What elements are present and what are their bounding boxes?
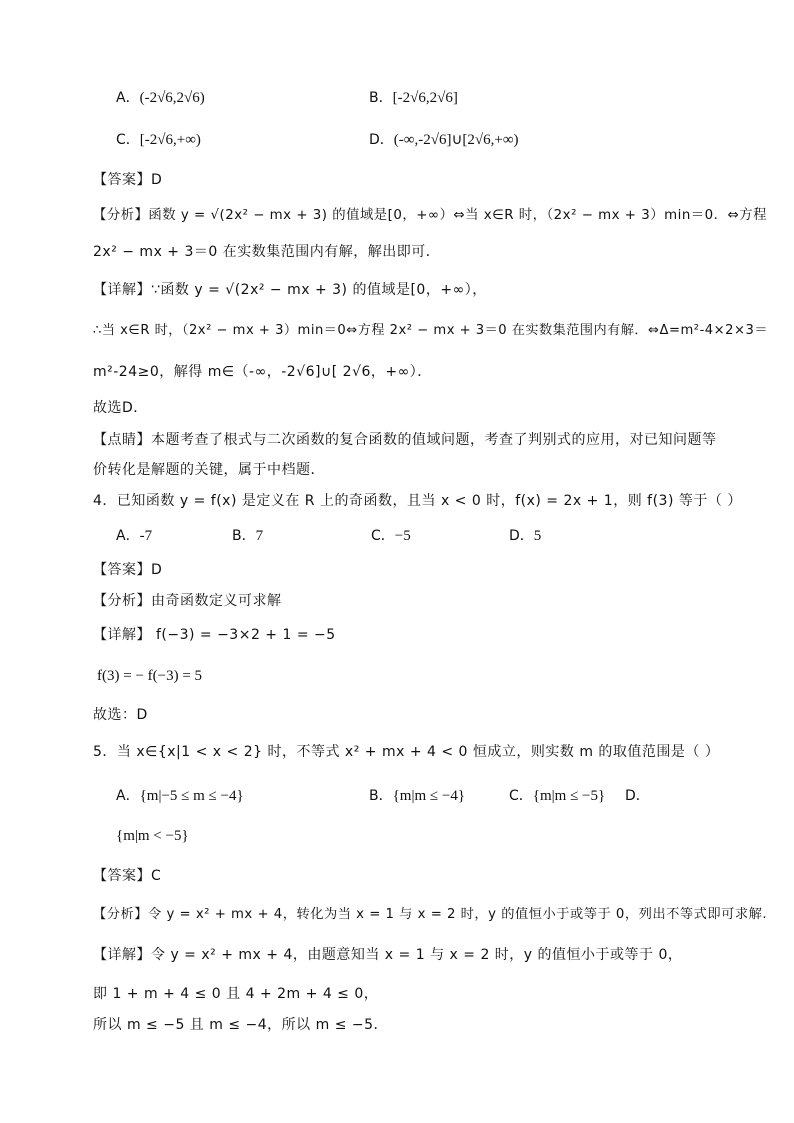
option-label: A． — [116, 90, 140, 106]
option-label: D． — [509, 528, 534, 544]
option-value: [-2√6,+∞) — [139, 132, 201, 148]
option-value: -7 — [139, 528, 153, 544]
option-value: {m|m ≤ −5} — [532, 788, 606, 804]
q3-comment-line-2: 价转化是解题的关键，属于中档题． — [93, 462, 325, 478]
option-label: C． — [371, 528, 395, 544]
q5-option-d-value — [116, 826, 189, 846]
option-label: B． — [232, 528, 256, 544]
option-value: {m|m < −5} — [116, 828, 189, 844]
q3-comment-line-1: 【点睛】本题考查了根式与二次函数的复合函数的值域问题，考查了判别式的应用，对已知问题等 — [93, 432, 717, 448]
q4-option-a — [116, 526, 152, 546]
option-label: D． — [625, 788, 650, 804]
q4-detail-line-2: f(3) = − f(−3) = 5 — [97, 668, 203, 684]
q5-option-b — [369, 786, 465, 806]
option-label: C． — [509, 788, 533, 804]
option-label: D． — [369, 132, 394, 148]
option-value: (-∞,-2√6]∪[2√6,+∞) — [393, 132, 519, 148]
q3-analysis-line-2: 2x² − mx + 3＝0 在实数集范围内有解，解出即可． — [93, 244, 441, 260]
q3-choose: 故选D． — [93, 400, 148, 416]
q3-detail-line-1: 【详解】∵函数 y = √(2x² − mx + 3) 的值域是[0，+∞）， — [93, 282, 487, 298]
option-value: {m|m ≤ −4} — [392, 788, 466, 804]
option-label: A． — [116, 788, 140, 804]
q3-answer: 【答案】D — [93, 172, 163, 188]
q4-answer: 【答案】D — [93, 562, 163, 578]
q4-option-c — [371, 526, 411, 546]
q3-option-c — [116, 130, 201, 150]
option-value: (-2√6,2√6) — [139, 90, 205, 106]
q4-detail-line-1: 【详解】 f(−3) = −3×2 + 1 = −5 — [93, 627, 336, 643]
option-label: C． — [116, 132, 140, 148]
q5-answer: 【答案】C — [93, 868, 162, 884]
q4-choose: 故选：D — [93, 707, 148, 723]
q5-analysis: 【分析】令 y = x² + mx + 4，转化为当 x = 1 与 x = 2 时，y 的值恒小于或等于 0，列出不等式即可求解. — [93, 907, 768, 922]
q5-option-c — [509, 786, 605, 806]
q3-option-a — [116, 88, 205, 108]
q4-stem: 4．已知函数 y = f(x) 是定义在 R 上的奇函数，且当 x < 0 时，f(x) = 2x + 1，则 f(3) 等于（ ） — [93, 493, 742, 509]
q5-detail-line-1: 【详解】令 y = x² + mx + 4，由题意知当 x = 1 与 x = 2 时，y 的值恒小于或等于 0， — [93, 947, 683, 963]
option-value: 7 — [255, 528, 264, 544]
q5-option-d-label — [625, 786, 650, 806]
q5-option-a — [116, 786, 244, 806]
q5-detail-line-2: 即 1 + m + 4 ≤ 0 且 4 + 2m + 4 ≤ 0， — [93, 986, 379, 1002]
option-value: {m|−5 ≤ m ≤ −4} — [139, 788, 244, 804]
q4-option-d — [509, 526, 541, 546]
q5-stem: 5．当 x∈{x|1 < x < 2} 时，不等式 x² + mx + 4 < 0 恒成立，则实数 m 的取值范围是（ ） — [93, 744, 720, 760]
option-value: −5 — [394, 528, 411, 544]
q4-option-b — [232, 526, 263, 546]
option-label: B． — [369, 90, 393, 106]
q3-option-d — [369, 130, 519, 150]
q3-analysis-line-1: 【分析】函数 y = √(2x² − mx + 3) 的值域是[0，+∞）⇔当 x∈R 时，（2x² − mx + 3）min＝0．⇔方程 — [93, 208, 767, 223]
q5-detail-line-3: 所以 m ≤ −5 且 m ≤ −4，所以 m ≤ −5． — [93, 1017, 389, 1033]
q3-detail-line-2: ∴当 x∈R 时，（2x² − mx + 3）min＝0⇔方程 2x² − mx + 3＝0 在实数集范围内有解．⇔Δ=m²-4×2×3＝ — [93, 323, 768, 338]
option-label: B． — [369, 788, 393, 804]
option-label: A． — [116, 528, 140, 544]
q3-option-b — [369, 88, 458, 108]
q4-analysis: 【分析】由奇函数定义可求解 — [93, 593, 282, 609]
option-value: [-2√6,2√6] — [392, 90, 458, 106]
option-value: 5 — [533, 528, 542, 544]
q3-detail-line-3: m²-24≥0，解得 m∈（-∞，-2√6]∪[ 2√6，+∞）． — [93, 364, 432, 380]
